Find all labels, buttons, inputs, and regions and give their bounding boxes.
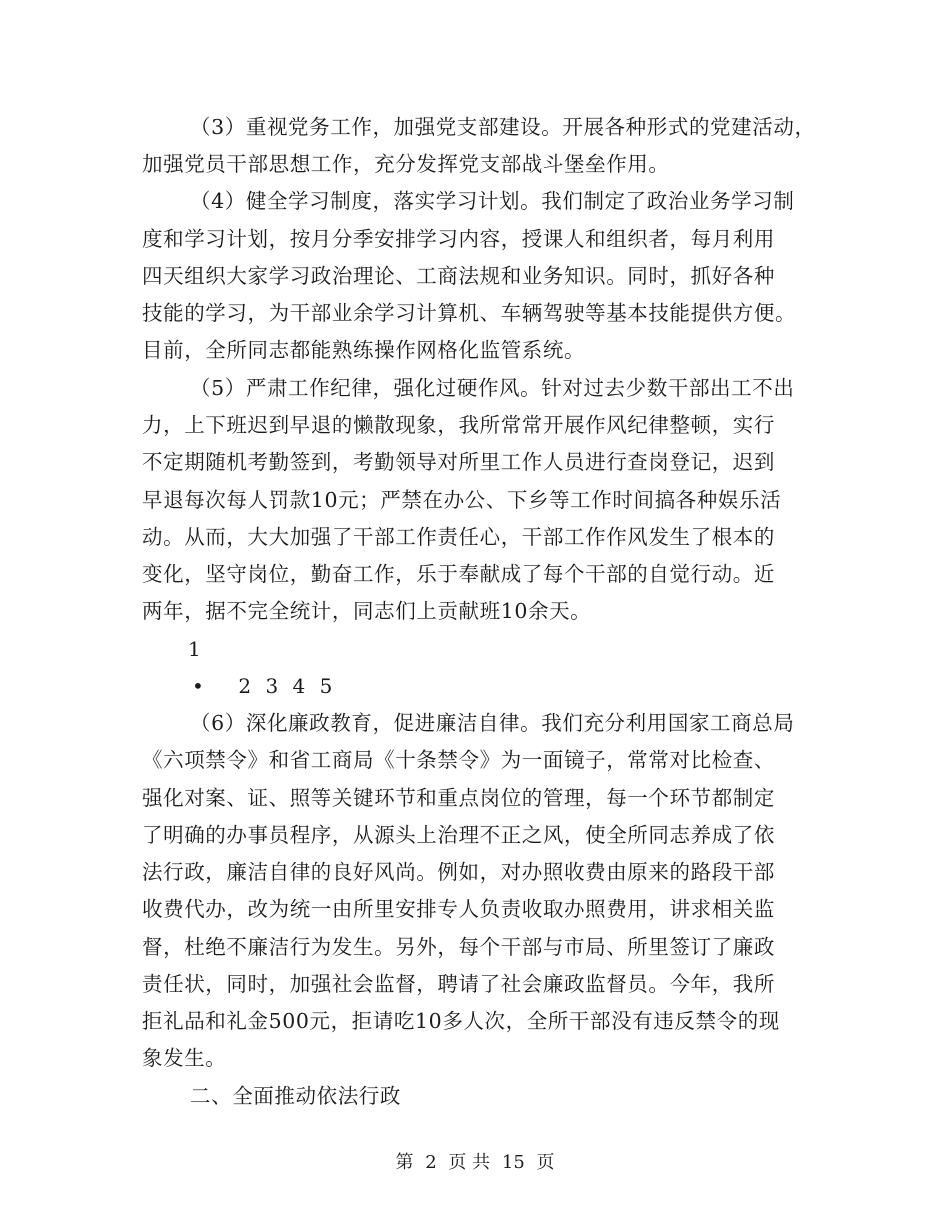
text-line: 技能的学习，为干部业余学习计算机、车辆驾驶等基本技能提供方便。 (142, 301, 797, 325)
footer-middle: 页 共 (448, 1152, 491, 1173)
bullet-icon: • (192, 674, 208, 698)
text-line: 变化，坚守岗位，勤奋工作，乐于奉献成了每个干部的自觉行动。近 (142, 562, 775, 586)
text-line: 四天组织大家学习政治理论、工商法规和业务知识。同时，抓好各种 (142, 264, 775, 288)
text-line: 《六项禁令》和省工商局《十条禁令》为一面镜子，常常对比检查、 (142, 748, 775, 772)
text-line: 目前，全所同志都能熟练操作网格化监管系统。 (142, 338, 586, 362)
footer-current-page: 2 (425, 1152, 437, 1173)
text-line: 收费代办，改为统一由所里安排专人负责收取办照费用，讲求相关监 (142, 897, 775, 921)
text-line: 拒礼品和礼金500元，拒请吃10多人次，全所干部没有违反禁令的现 (142, 1009, 780, 1033)
text-line: 加强党员干部思想工作，充分发挥党支部战斗堡垒作用。 (142, 152, 670, 176)
text-line: 督，杜绝不廉洁行为发生。另外，每个干部与市局、所里签订了廉政 (142, 935, 775, 959)
text-line: 早退每次每人罚款10元；严禁在办公、下乡等工作时间搞各种娱乐活 (142, 488, 782, 512)
text-line: （3）重视党务工作，加强党支部建设。开展各种形式的党建活动， (190, 115, 816, 139)
page-link[interactable]: 4 (292, 674, 310, 698)
text-line: 动。从而，大大加强了干部工作责任心，干部工作作风发生了根本的 (142, 525, 775, 549)
text-line: 象发生。 (142, 1046, 227, 1070)
pagination-links (192, 669, 336, 703)
text-line: （5）严肃工作纪律，强化过硬作风。针对过去少数干部出工不出 (190, 376, 795, 400)
text-line: 了明确的办事员程序，从源头上治理不正之风，使全所同志养成了依 (142, 823, 775, 847)
text-line: 两年，据不完全统计，同志们上贡献班10余天。 (142, 599, 592, 623)
page-footer (0, 1151, 950, 1175)
text-line: （6）深化廉政教育，促进廉洁自律。我们充分利用国家工商总局 (190, 711, 795, 735)
text-line: 度和学习计划，按月分季安排学习内容，授课人和组织者，每月利用 (142, 227, 775, 251)
text-line: 责任状，同时，加强社会监督，聘请了社会廉政监督员。今年，我所 (142, 972, 775, 996)
text-line: 法行政，廉洁自律的良好风尚。例如，对办照收费由原来的路段干部 (142, 860, 775, 884)
page-marker: 1 (188, 637, 201, 661)
page-link[interactable]: 3 (265, 674, 283, 698)
text-line: 强化对案、证、照等关键环节和重点岗位的管理，每一个环节都制定 (142, 786, 775, 810)
footer-suffix: 页 (536, 1152, 555, 1173)
text-line: 力，上下班迟到早退的懒散现象，我所常常开展作风纪律整顿，实行 (142, 413, 775, 437)
section-heading: 二、全面推动依法行政 (190, 1084, 401, 1108)
text-line: （4）健全学习制度，落实学习计划。我们制定了政治业务学习制 (190, 189, 795, 213)
page-link[interactable]: 5 (319, 674, 337, 698)
page-link[interactable]: 2 (238, 674, 256, 698)
text-line: 不定期随机考勤签到，考勤领导对所里工作人员进行查岗登记，迟到 (142, 450, 775, 474)
footer-total-pages: 15 (501, 1152, 525, 1173)
footer-prefix: 第 (395, 1152, 414, 1173)
